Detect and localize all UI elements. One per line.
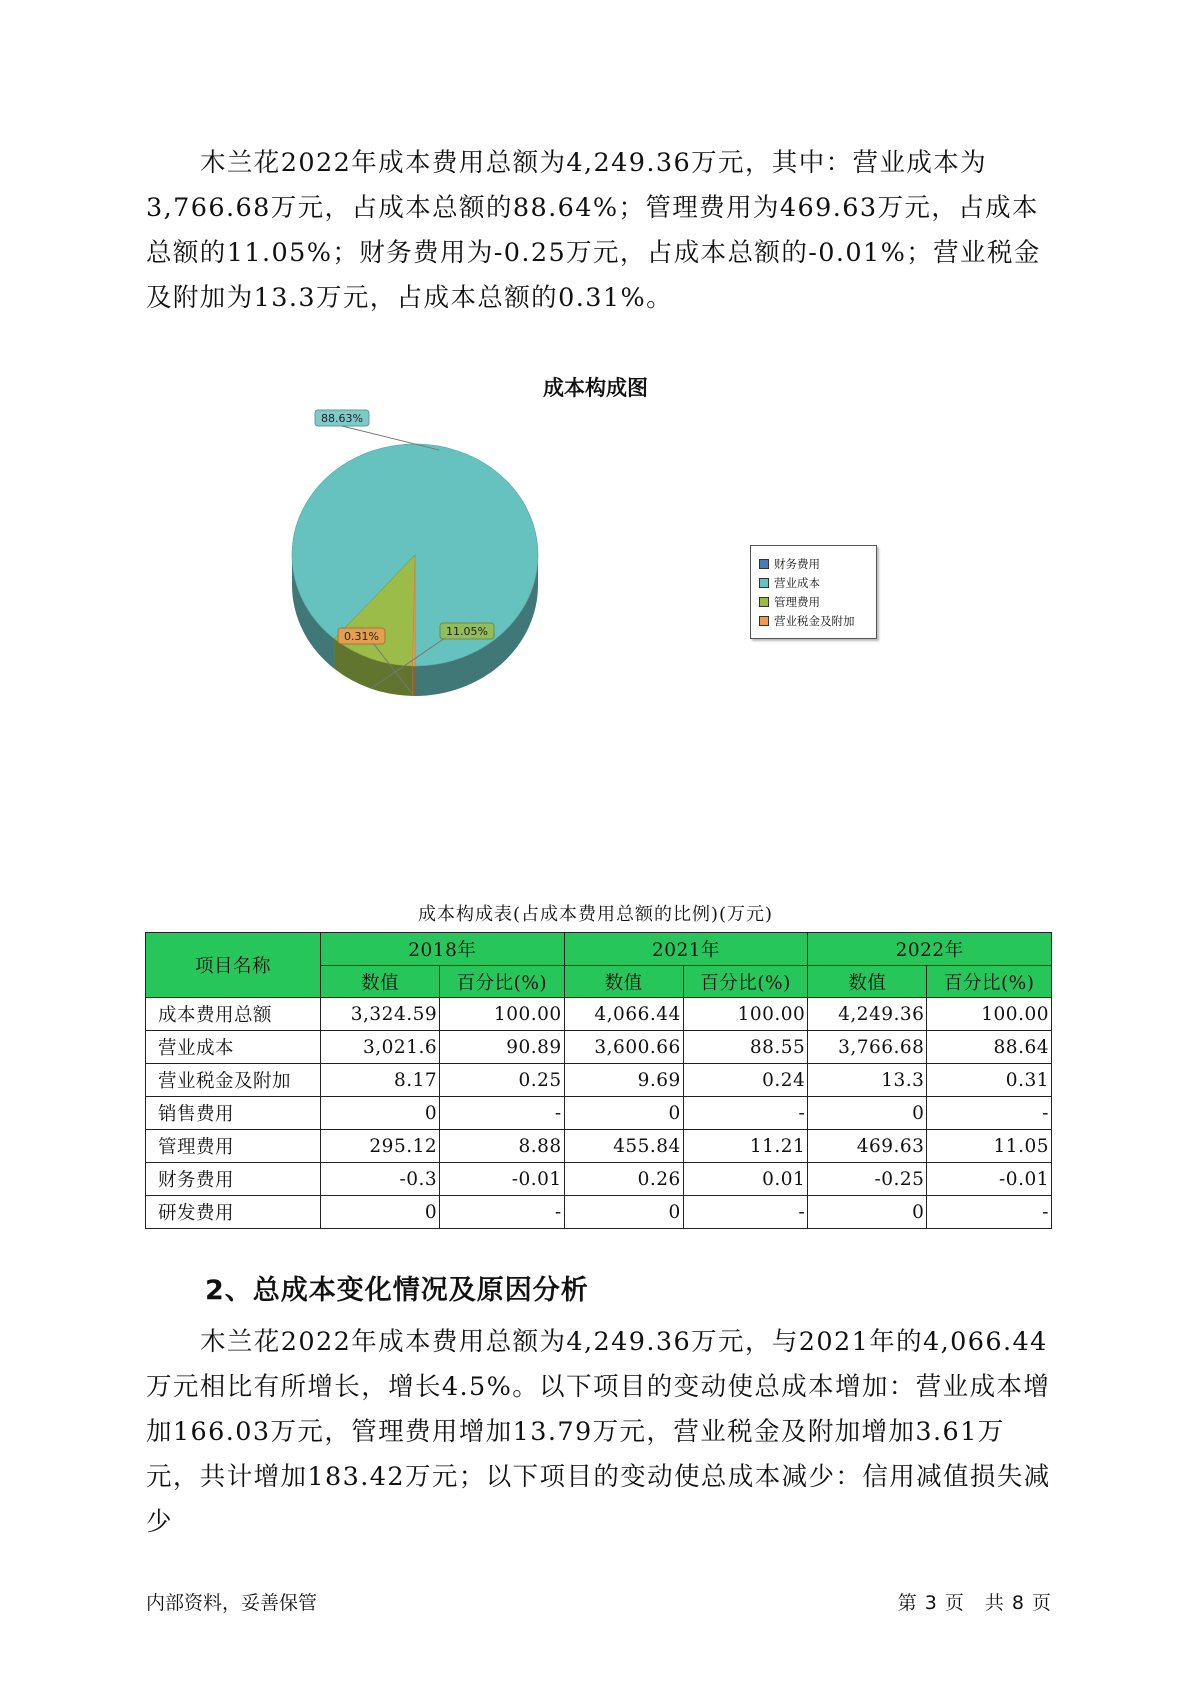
header-year: 2021年 bbox=[564, 933, 808, 966]
footer-page-number: 第 3 页 共 8 页 bbox=[897, 1592, 1052, 1614]
percent-cell: - bbox=[683, 1097, 808, 1130]
header-value: 数值 bbox=[321, 966, 440, 998]
header-year: 2022年 bbox=[808, 933, 1052, 966]
table-row bbox=[146, 1130, 1052, 1163]
value-cell: 8.17 bbox=[321, 1064, 440, 1097]
row-label: 研发费用 bbox=[146, 1196, 321, 1229]
row-label: 销售费用 bbox=[146, 1097, 321, 1130]
value-cell: 0 bbox=[564, 1097, 683, 1130]
analysis-paragraph-text: 木兰花2022年成本费用总额为4,249.36万元，与2021年的4,066.44万元相比有所增长，增长4.5%。以下项目的变动使总成本增加：营业成本增加166.03万元，管理费用增加13.79万元，营业税金及附加增加3.61万元，共计增加183.42万元；以下项目的变动使总成本减少：信用减值损失减少 bbox=[146, 1327, 1051, 1537]
table-row bbox=[146, 1196, 1052, 1229]
row-label: 成本费用总额 bbox=[146, 998, 321, 1031]
percent-cell: - bbox=[440, 1097, 565, 1130]
cost-structure-table bbox=[145, 932, 1052, 1229]
percent-cell: 0.25 bbox=[440, 1064, 565, 1097]
value-cell: 3,021.6 bbox=[321, 1031, 440, 1064]
value-cell: 3,766.68 bbox=[808, 1031, 927, 1064]
value-cell: 295.12 bbox=[321, 1130, 440, 1163]
value-cell: 469.63 bbox=[808, 1130, 927, 1163]
header-item-name: 项目名称 bbox=[146, 933, 321, 998]
value-cell: 0 bbox=[321, 1196, 440, 1229]
value-cell: 9.69 bbox=[564, 1064, 683, 1097]
table-row bbox=[146, 1064, 1052, 1097]
row-label: 营业成本 bbox=[146, 1031, 321, 1064]
value-cell: 3,600.66 bbox=[564, 1031, 683, 1064]
percent-cell: - bbox=[440, 1196, 565, 1229]
percent-cell: 0.31 bbox=[927, 1064, 1052, 1097]
row-label: 财务费用 bbox=[146, 1163, 321, 1196]
legend-label: 营业税金及附加 bbox=[774, 613, 855, 628]
table-row bbox=[146, 1031, 1052, 1064]
row-label: 营业税金及附加 bbox=[146, 1064, 321, 1097]
value-cell: 3,324.59 bbox=[321, 998, 440, 1031]
value-cell: -0.3 bbox=[321, 1163, 440, 1196]
legend-label: 管理费用 bbox=[774, 594, 820, 609]
value-cell: -0.25 bbox=[808, 1163, 927, 1196]
header-value: 数值 bbox=[564, 966, 683, 998]
percent-cell: 88.55 bbox=[683, 1031, 808, 1064]
header-percent: 百分比(%) bbox=[440, 966, 565, 998]
table-row bbox=[146, 1163, 1052, 1196]
legend-item bbox=[759, 592, 876, 611]
legend-swatch bbox=[759, 597, 769, 607]
percent-cell: 100.00 bbox=[440, 998, 565, 1031]
percent-cell: 100.00 bbox=[927, 998, 1052, 1031]
value-cell: 0 bbox=[564, 1196, 683, 1229]
pie-chart bbox=[290, 412, 650, 685]
analysis-paragraph bbox=[146, 1320, 1052, 1545]
value-cell: 0.26 bbox=[564, 1163, 683, 1196]
pie-side-营业税金及附加 bbox=[413, 666, 415, 696]
header-value: 数值 bbox=[808, 966, 927, 998]
legend-label: 财务费用 bbox=[774, 556, 820, 571]
legend-item bbox=[759, 554, 876, 573]
percent-cell: 100.00 bbox=[683, 998, 808, 1031]
header-percent: 百分比(%) bbox=[683, 966, 808, 998]
pie-data-label: 11.05% bbox=[446, 625, 488, 638]
legend-item bbox=[759, 573, 876, 592]
legend-item bbox=[759, 611, 876, 630]
legend-swatch bbox=[759, 616, 769, 626]
legend-swatch bbox=[759, 578, 769, 588]
percent-cell: 8.88 bbox=[440, 1130, 565, 1163]
intro-paragraph bbox=[146, 141, 1052, 321]
value-cell: 4,066.44 bbox=[564, 998, 683, 1031]
footer-confidential-note: 内部资料，妥善保管 bbox=[146, 1592, 318, 1614]
table-row bbox=[146, 1097, 1052, 1130]
percent-cell: - bbox=[927, 1097, 1052, 1130]
chart-title: 成本构成图 bbox=[543, 376, 648, 400]
chart-legend bbox=[750, 545, 877, 639]
legend-swatch bbox=[759, 559, 769, 569]
percent-cell: 11.05 bbox=[927, 1130, 1052, 1163]
percent-cell: 0.01 bbox=[683, 1163, 808, 1196]
value-cell: 455.84 bbox=[564, 1130, 683, 1163]
percent-cell: 0.24 bbox=[683, 1064, 808, 1097]
value-cell: 0 bbox=[808, 1196, 927, 1229]
percent-cell: 88.64 bbox=[927, 1031, 1052, 1064]
table-caption: 成本构成表(占成本费用总额的比例)(万元) bbox=[417, 904, 774, 925]
percent-cell: -0.01 bbox=[440, 1163, 565, 1196]
value-cell: 0 bbox=[321, 1097, 440, 1130]
value-cell: 0 bbox=[808, 1097, 927, 1130]
header-percent: 百分比(%) bbox=[927, 966, 1052, 998]
row-label: 管理费用 bbox=[146, 1130, 321, 1163]
table-row bbox=[146, 998, 1052, 1031]
pie-data-label: 0.31% bbox=[344, 630, 379, 643]
header-year: 2018年 bbox=[321, 933, 565, 966]
percent-cell: -0.01 bbox=[927, 1163, 1052, 1196]
legend-label: 营业成本 bbox=[774, 575, 820, 590]
pie-data-label: 88.63% bbox=[321, 412, 363, 425]
percent-cell: 90.89 bbox=[440, 1031, 565, 1064]
value-cell: 4,249.36 bbox=[808, 998, 927, 1031]
percent-cell: - bbox=[683, 1196, 808, 1229]
percent-cell: - bbox=[927, 1196, 1052, 1229]
section-heading: 2、总成本变化情况及原因分析 bbox=[205, 1275, 589, 1306]
percent-cell: 11.21 bbox=[683, 1130, 808, 1163]
intro-paragraph-text: 木兰花2022年成本费用总额为4,249.36万元，其中：营业成本为3,766.68万元，占成本总额的88.64%；管理费用为469.63万元，占成本总额的11.05%；财务费用为-0.25万元，占成本总额的-0.01%；营业税金及附加为13.3万元，占成本总额的0.31%。 bbox=[146, 148, 1041, 313]
value-cell: 13.3 bbox=[808, 1064, 927, 1097]
